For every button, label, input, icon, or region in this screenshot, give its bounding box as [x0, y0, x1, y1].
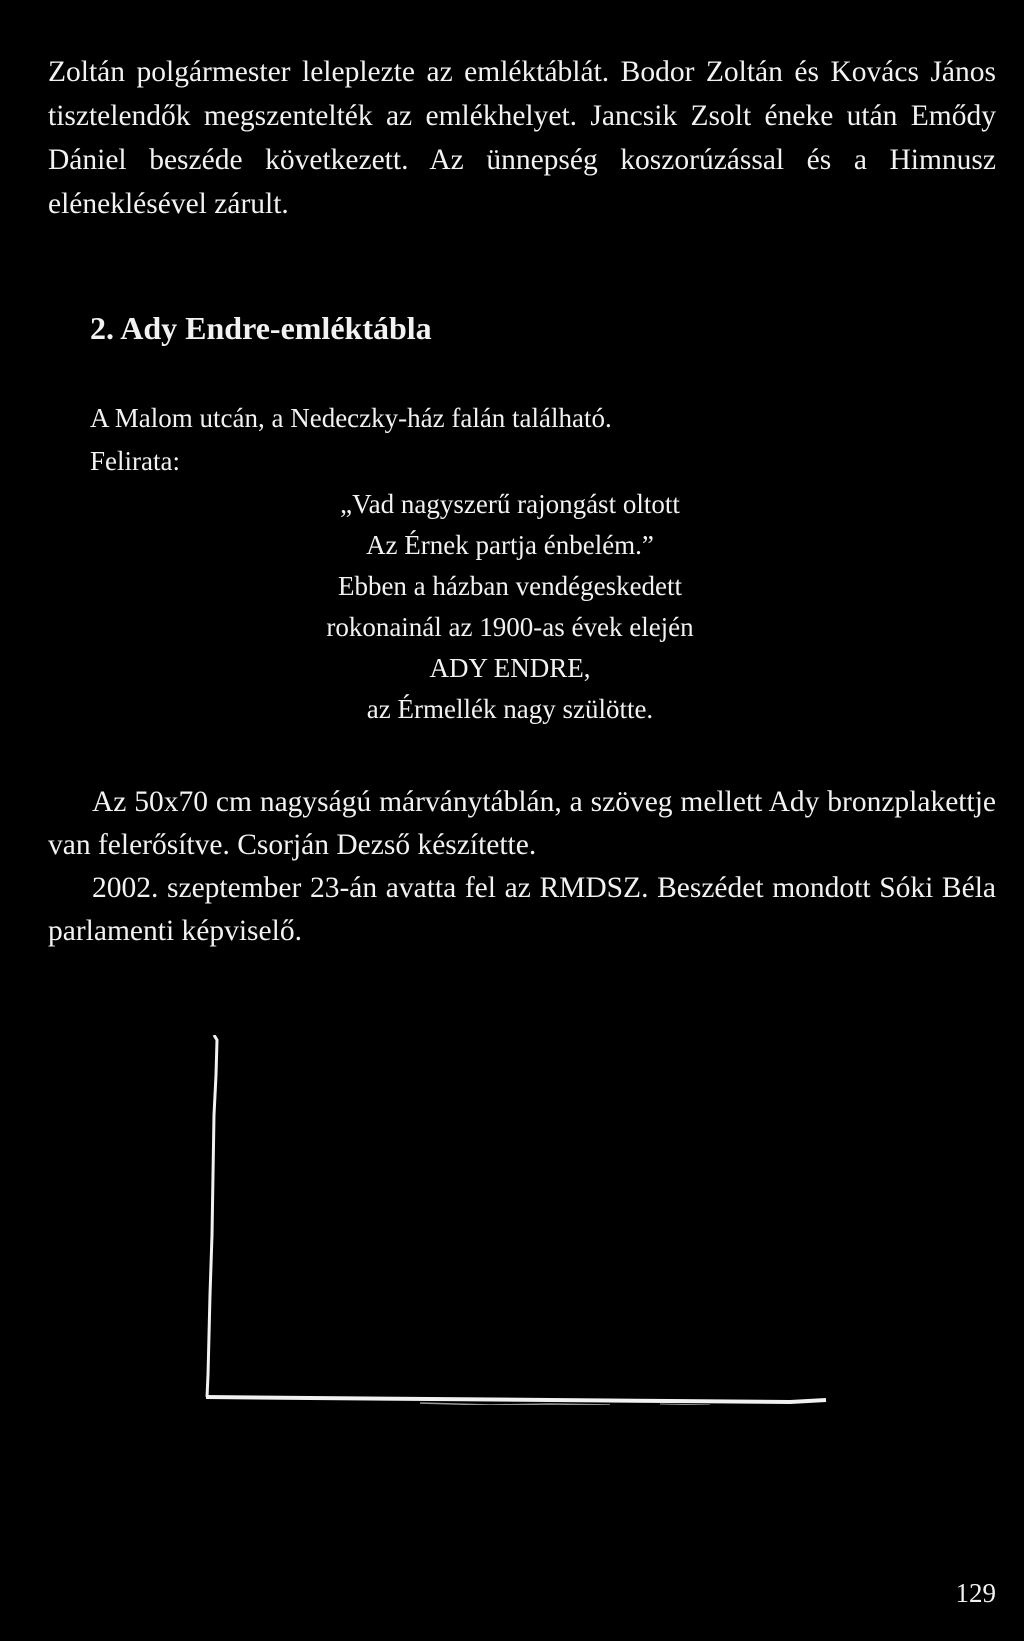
inscription-label: Felirata:: [90, 446, 180, 476]
location-text: A Malom utcán, a Nedeczky-ház falán található.: [90, 403, 612, 433]
description-block: [48, 781, 996, 953]
inscription-line: rokonainál az 1900-as évek elején: [326, 612, 694, 642]
intro-paragraph: Zoltán polgármester leleplezte az emléktáblát. Bodor Zoltán és Kovács János tisztelendők megszentelték az emlékhelyet. Jancsik Zsolt éneke után Emődy Dániel beszéde következett. Az ünnepség koszorúzással és a Himnusz eléneklésével zárult.: [48, 56, 996, 220]
page-number: 129: [955, 1578, 996, 1608]
inscription-block: [250, 484, 770, 730]
inscription-line: „Vad nagyszerű rajongást oltott: [340, 489, 680, 519]
inscription-line: Az Érnek partja énbelém.”: [366, 530, 654, 560]
description-paragraph-1: Az 50x70 cm nagyságú márványtáblán, a szöveg mellett Ady bronzplakettje van felerősítve. Csorján Dezső készítette.: [48, 786, 996, 861]
inscription-line: ADY ENDRE,: [429, 653, 591, 683]
description-paragraph-2: 2002. szeptember 23-án avatta fel az RMDSZ. Beszédet mondott Sóki Béla parlamenti képviselő.: [48, 872, 996, 947]
section-heading: 2. Ady Endre-emléktábla: [90, 310, 432, 346]
inscription-line: Ebben a házban vendégeskedett: [337, 571, 683, 601]
inscription-line: az Érmellék nagy szülötte.: [366, 694, 654, 724]
photo-frame-lines: [190, 1035, 830, 1405]
